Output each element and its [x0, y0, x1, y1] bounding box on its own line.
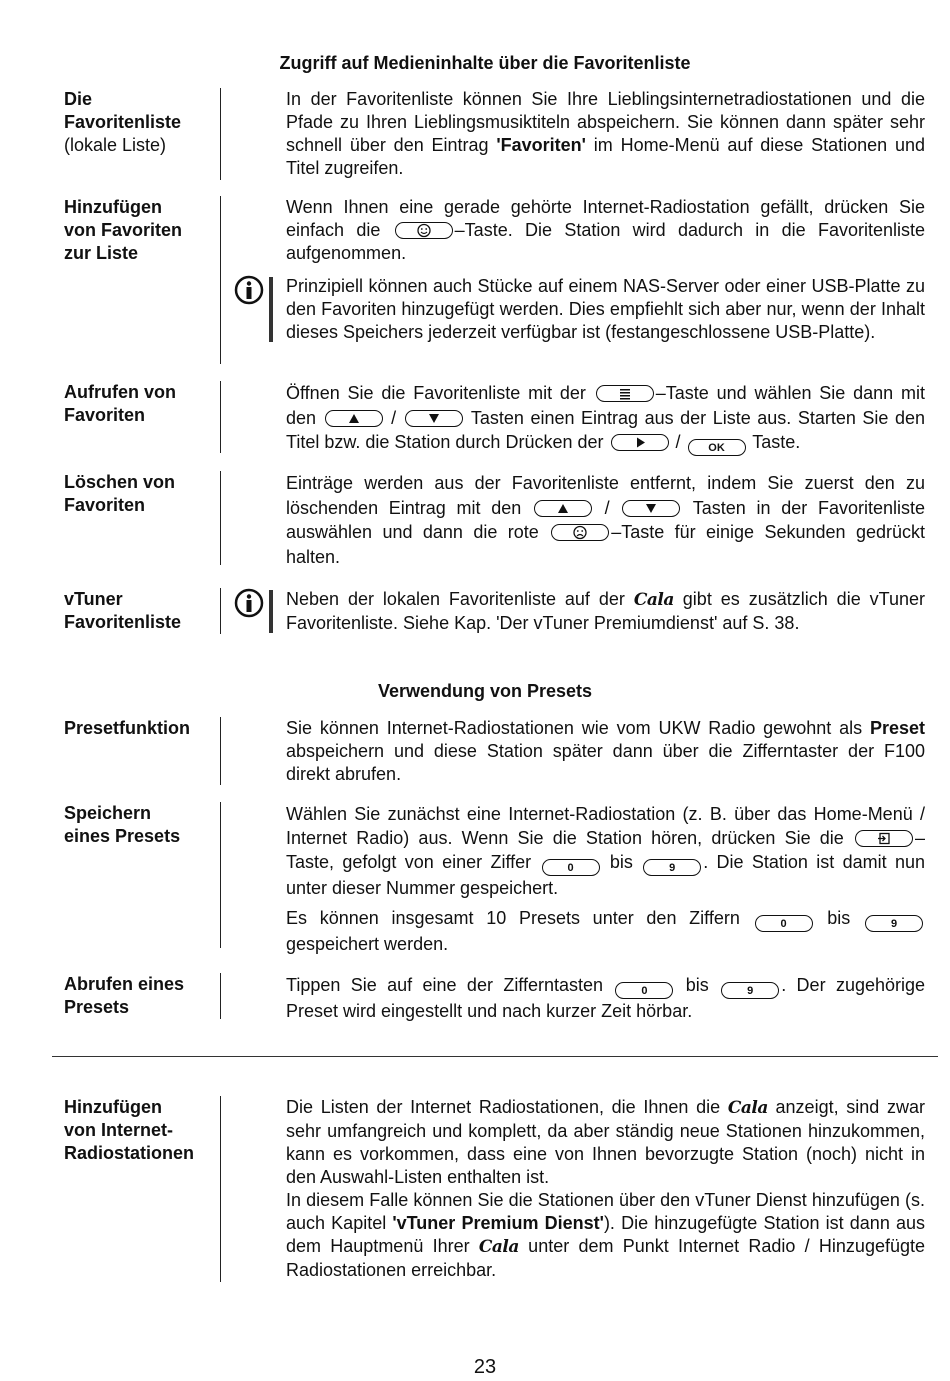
- text: Die Listen der Internet Radiostationen, die Ihnen die: [286, 1097, 728, 1117]
- up-key-icon: [325, 410, 383, 427]
- info-icon: [234, 588, 264, 618]
- text: In der Favoritenliste können Sie Ihre Lieblingsinternetradiostationen und die Pfade zu Ihren Lieblingsmusiktiteln abspeichern. Sie können dann später sehr schnell über den Eintrag: [286, 89, 925, 155]
- key-0: 0: [615, 982, 673, 999]
- delete-favorite-text: [286, 471, 925, 569]
- favlist-label: [64, 88, 214, 157]
- text: In diesem Falle können Sie die Stationen über den vTuner Dienst hinzufügen (s. auch Kapitel: [286, 1190, 925, 1233]
- sad-key-icon: [551, 524, 609, 541]
- recall-preset-text: [286, 973, 925, 1023]
- text: Neben der lokalen Favoritenliste auf der: [286, 589, 634, 609]
- text: Wenn Ihnen eine gerade gehörte Internet-Radiostation gefällt, drücken Sie einfach die: [286, 197, 925, 240]
- key-9: 9: [865, 915, 923, 932]
- label-line: Favoritenliste: [64, 112, 182, 132]
- text: –Taste. Die Station wird dadurch in die Favoritenliste aufgenommen.: [286, 220, 925, 263]
- label-line: von Internet-: [64, 1120, 174, 1140]
- ok-key-icon: OK: [688, 439, 746, 456]
- horizontal-rule: [52, 1056, 938, 1057]
- favlist-text: [286, 88, 925, 180]
- divider-line: [220, 196, 221, 364]
- info-icon: [234, 275, 264, 305]
- cala-logo: Cala: [727, 1098, 768, 1118]
- label-line: Presets: [64, 997, 130, 1017]
- down-key-icon: [622, 500, 680, 517]
- vtuner-text: [286, 588, 925, 635]
- label-line: Favoriten: [64, 495, 146, 515]
- store-preset-label: [64, 802, 214, 848]
- divider-line: [220, 588, 221, 634]
- section-title-favorites: Zugriff auf Medieninhalte über die Favoritenliste: [279, 53, 691, 73]
- key-0: 0: [755, 915, 813, 932]
- store-preset-text: [286, 802, 925, 956]
- label-line: Die: [64, 89, 93, 109]
- label-line: Hinzufügen: [64, 1097, 162, 1117]
- text: Es können insgesamt 10 Presets unter den Ziffern: [286, 908, 753, 928]
- key-0: 0: [542, 859, 600, 876]
- text: anzeigt, sind zwar sehr umfangreich und komplett, da aber ständig neue Stationen hinzukommen, kann es vorkommen, dass eine von Ihnen bevorzugte Station (noch) nicht in den Auswahl-Listen enthalten ist.: [286, 1097, 925, 1187]
- text: unter dem Punkt Internet Radio / Hinzugefügte Radiostationen erreichbar.: [286, 1236, 925, 1280]
- vtuner-label: [64, 588, 214, 634]
- cala-logo: Cala: [478, 1237, 519, 1257]
- text: Tippen Sie auf eine der Zifferntasten: [286, 975, 614, 995]
- divider-line: [220, 381, 221, 453]
- add-favorite-label: [64, 196, 214, 265]
- label-line: Aufrufen von: [64, 382, 176, 402]
- down-key-icon: [405, 410, 463, 427]
- divider-line: [220, 471, 221, 565]
- divider-line: [220, 802, 221, 948]
- text-bold: 'vTuner Premium Dienst': [392, 1213, 604, 1233]
- text: /: [670, 432, 686, 452]
- key-9: 9: [643, 859, 701, 876]
- label-line: Speichern: [64, 803, 152, 823]
- label-line: (lokale Liste): [64, 135, 167, 155]
- open-favorite-label: [64, 381, 214, 427]
- text-bold: 'Favoriten': [496, 135, 586, 155]
- key-9: 9: [721, 982, 779, 999]
- text: . Die Station ist damit nun unter dieser Nummer gespeichert.: [286, 852, 926, 898]
- label-line: Radiostationen: [64, 1143, 195, 1163]
- label-line: Abrufen eines: [64, 974, 185, 994]
- text: Einträge werden aus der Favoritenliste entfernt, indem Sie zuerst den zu löschenden Eintrag mit den: [286, 473, 925, 518]
- label-line: vTuner: [64, 589, 123, 609]
- label-line: von Favoriten: [64, 220, 183, 240]
- divider-line: [220, 717, 221, 785]
- text: bis: [814, 908, 863, 928]
- text: /: [593, 497, 621, 518]
- text-bold: Preset: [869, 718, 925, 738]
- smiley-key-icon: [395, 222, 453, 239]
- divider-line: [220, 973, 221, 1019]
- delete-favorite-label: [64, 471, 214, 517]
- text: gespeichert werden.: [286, 934, 449, 954]
- add-favorite-text: [286, 196, 925, 344]
- open-favorite-text: [286, 381, 925, 456]
- note-bar: [269, 590, 273, 633]
- recall-preset-label: [64, 973, 214, 1019]
- label-line: Löschen von: [64, 472, 176, 492]
- play-key-icon: [611, 434, 669, 451]
- text: Taste.: [747, 432, 801, 452]
- note-bar: [269, 277, 273, 342]
- label-line: Favoriten: [64, 405, 146, 425]
- label-line: Hinzufügen: [64, 197, 162, 217]
- text: bis: [675, 975, 720, 995]
- cala-logo: Cala: [633, 590, 674, 610]
- text: bis: [601, 852, 642, 872]
- list-key-icon: [596, 385, 654, 402]
- text: . Der zugehörige Preset wird eingestellt und nach kurzer Zeit hörbar.: [286, 975, 926, 1021]
- preset-store-key-icon: [855, 830, 913, 847]
- text: /: [384, 407, 403, 428]
- add-station-label: [64, 1096, 224, 1165]
- label-line: Favoritenliste: [64, 612, 182, 632]
- text: im Home-Menü auf diese Stationen und Titel zugreifen.: [286, 135, 925, 178]
- text: Tasten einen Eintrag aus der Liste aus. Starten Sie den Titel bzw. die Station durch Drücken der: [286, 407, 925, 452]
- add-station-text: [286, 1096, 925, 1282]
- page-number: 23: [473, 1356, 497, 1378]
- text: Wählen Sie zunächst eine Internet-Radiostation (z. B. über das Home-Menü / Internet Radio) aus. Wenn Sie die Station hören, drücken Sie die: [286, 804, 925, 848]
- up-key-icon: [534, 500, 592, 517]
- text: –Taste für einige Sekunden gedrückt halten.: [286, 522, 925, 567]
- text: –Taste, gefolgt von einer Ziffer: [286, 828, 925, 872]
- text: Öffnen Sie die Favoritenliste mit der: [286, 383, 594, 403]
- section-title-presets: Verwendung von Presets: [377, 681, 593, 701]
- text: Sie können Internet-Radiostationen wie vom UKW Radio gewohnt als: [286, 718, 870, 738]
- text: gibt es zusätzlich die vTuner Favoritenliste. Siehe Kap. 'Der vTuner Premiumdienst' auf S. 38.: [286, 589, 925, 633]
- text: abspeichern und diese Station später dann über die Zifferntaster der F100 direkt abrufen.: [286, 741, 925, 784]
- divider-line: [220, 88, 221, 180]
- label-line: eines Presets: [64, 826, 181, 846]
- label-line: zur Liste: [64, 243, 139, 263]
- note-text: Prinzipiell können auch Stücke auf einem NAS-Server oder einer USB-Platte zu den Favoriten hinzugefügt werden. Dies empfiehlt sich aber nur, wenn der Inhalt dieses Speichers jederzeit verfügbar ist (festangeschlossene USB-Platte).: [286, 276, 925, 342]
- preset-function-label: Presetfunktion: [64, 718, 191, 738]
- text: Tasten in der Favoritenliste auswählen und dann die rote: [286, 497, 925, 542]
- info-note: [286, 275, 925, 344]
- text: –Taste und wählen Sie dann mit den: [286, 383, 925, 428]
- info-note: [286, 588, 925, 635]
- preset-function-text: [286, 717, 925, 786]
- divider-line: [220, 1096, 221, 1282]
- text: ). Die hinzugefügte Station ist dann aus dem Hauptmenü Ihrer: [286, 1213, 926, 1256]
